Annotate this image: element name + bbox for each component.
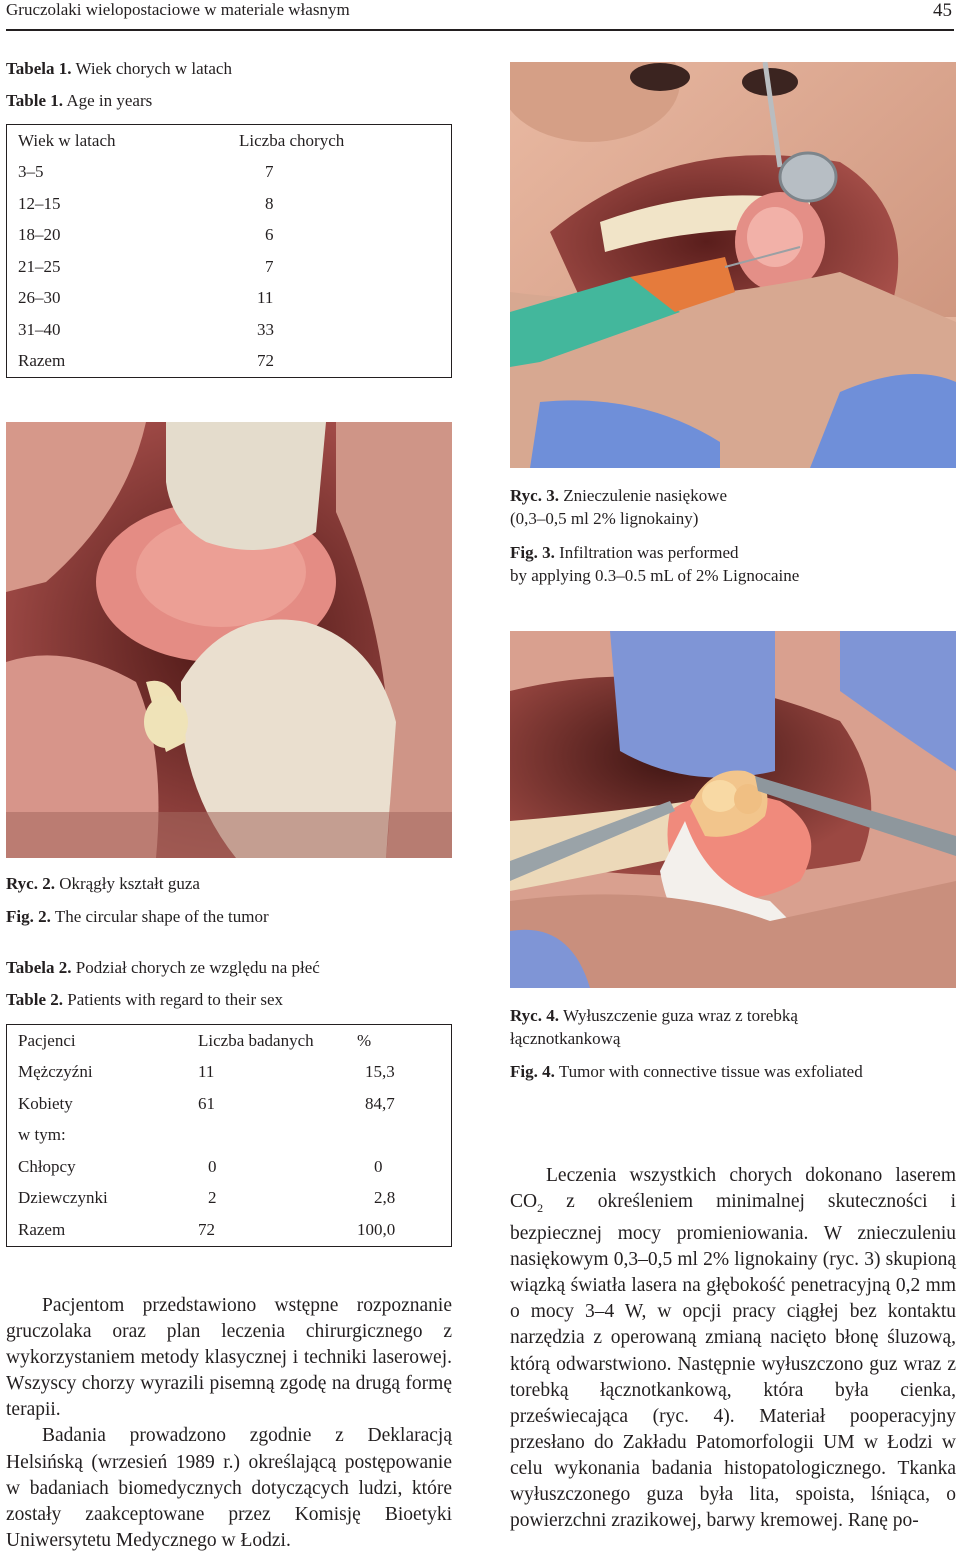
fig3-text-en-2: by applying 0.3–0.5 mL of 2% Lignocaine: [510, 566, 800, 585]
table-row: [7, 314, 452, 346]
table-row: [7, 1120, 452, 1152]
table-cell: 26–30: [18, 288, 61, 308]
page-number: 45: [933, 0, 952, 21]
table-cell: w tym:: [18, 1125, 66, 1145]
table2-title-en: Patients with regard to their sex: [67, 990, 284, 1009]
running-title: Gruczolaki wielopostaciowe w materiale własnym: [6, 0, 350, 19]
table1-label-en: Table 1.: [6, 91, 64, 110]
table1-title-pl: Wiek chorych w latach: [75, 59, 232, 78]
table-header-row: [7, 125, 452, 157]
table-cell: Razem: [18, 1219, 66, 1239]
table-cell: 2,8: [374, 1188, 396, 1208]
table-cell: Kobiety: [18, 1093, 73, 1113]
fig2-caption-en: [6, 901, 269, 933]
table-cell: 33: [257, 319, 274, 339]
table-cell: 31–40: [18, 319, 61, 339]
table2-caption-pl: [6, 952, 320, 984]
table-cell: [187, 1120, 346, 1152]
table-header-cell: Pacjenci: [18, 1030, 76, 1050]
table-cell: 0: [374, 1156, 383, 1176]
table-cell: 72: [198, 1219, 215, 1239]
table-row: [7, 251, 452, 283]
table-header-cell: Liczba chorych: [239, 130, 345, 150]
table-cell: 61: [198, 1093, 215, 1113]
table-cell: 15,3: [365, 1062, 395, 1082]
table2-caption-en: [6, 984, 283, 1016]
fig3-caption-en: [510, 541, 956, 564]
table-row: [7, 1183, 452, 1215]
table-cell: 100,0: [357, 1219, 396, 1239]
table-row: [7, 346, 452, 378]
fig4-caption-en: [510, 1060, 956, 1083]
fig4-text-pl-1: Wyłuszczenie guza wraz z torebką: [562, 1006, 798, 1025]
fig3-caption-pl: [510, 484, 956, 507]
table-row: [7, 283, 452, 315]
table1-caption-en: [6, 85, 152, 117]
paragraph: Pacjentom przedstawiono wstępne rozpoznanie gruczolaka oraz plan leczenia chirurgicznego z wykorzystaniem metody klasycznej i techniki laserowej. Wszyscy chorzy wyrazili pisemną zgodę na drugą formę terapii.: [6, 1295, 452, 1421]
table1-label-pl: Tabela 1.: [6, 59, 72, 78]
table-cell: 7: [265, 256, 274, 276]
fig2-text-en: The circular shape of the tumor: [54, 907, 269, 926]
fig4-text-pl-2: łącznotkankową: [510, 1029, 621, 1048]
table-cell: Razem: [18, 351, 66, 371]
fig2-photo: [6, 422, 452, 858]
body-text-right: [510, 1163, 956, 1534]
table-row: [7, 1057, 452, 1089]
table-cell: Chłopcy: [18, 1156, 76, 1176]
fig3-text-pl-2: (0,3–0,5 ml 2% lignokainy): [510, 509, 699, 528]
fig4-text-en: Tumor with connective tissue was exfoliated: [558, 1062, 863, 1081]
paragraph: [510, 1163, 956, 1534]
fig3-text-pl-1: Znieczulenie nasiękowe: [563, 486, 728, 505]
fig3-caption: [510, 484, 956, 587]
fig2-label-pl: Ryc. 2.: [6, 874, 55, 893]
table-cell: 12–15: [18, 193, 61, 213]
fig4-label-en: Fig. 4.: [510, 1062, 555, 1081]
fig4-caption-pl: [510, 1004, 956, 1027]
table1-title-en: Age in years: [66, 91, 153, 110]
table-cell: 2: [208, 1188, 217, 1208]
table2-label-en: Table 2.: [6, 990, 64, 1009]
table-row: [7, 220, 452, 252]
table2-label-pl: Tabela 2.: [6, 958, 72, 977]
table-row: [7, 1151, 452, 1183]
paragraph-text: Leczenia wszystkich chorych dokonano laserem CO: [510, 1165, 956, 1213]
table-cell: 21–25: [18, 256, 61, 276]
table-cell: 8: [265, 193, 274, 213]
fig4-label-pl: Ryc. 4.: [510, 1006, 559, 1025]
fig2-text-pl: Okrągły kształt guza: [59, 874, 200, 893]
subscript: 2: [537, 1200, 544, 1215]
table-header-cell: Liczba badanych: [198, 1030, 314, 1050]
fig4-photo: [510, 631, 956, 988]
table-cell: 3–5: [18, 162, 44, 182]
table-header-row: [7, 1025, 452, 1057]
table-row: [7, 1088, 452, 1120]
fig3-text-en-1: Infiltration was performed: [559, 543, 739, 562]
paragraph-text: z określeniem minimalnej skuteczności i bezpiecznej mocy promieniowania. W znieczuleniu nasiękowym 0,3–0,5 ml 2% lignokainy (ryc. 3) skupioną wiązką światła lasera na głębokość penetracyjną 0,2 mm o mocy 3–4 W, w opcji pracy ciągłej bez kontaktu narzędzia z operowaną zmianą nacięto błonę śluzową, którą odwarstwiono. Następnie wyłuszczono guz wraz z torebką łącznotkankową, która była cienka, przeświecająca (ryc. 4). Materiał pooperacyjny przesłano do Zakładu Patomorfologii UM w Łodzi w celu wykonania badania histopatologicznego. Tkanka wyłuszczonego guza była lita, spoista, lśniąca, o powierzchni zrazikowej, barwy kremowej. Ranę po-: [510, 1191, 956, 1532]
table-age: [6, 124, 452, 378]
table-cell: [346, 1120, 452, 1152]
fig2-label-en: Fig. 2.: [6, 907, 51, 926]
table-cell: Mężczyźni: [18, 1062, 93, 1082]
table-row: [7, 157, 452, 189]
fig3-label-en: Fig. 3.: [510, 543, 555, 562]
header-rule: [6, 29, 954, 31]
table2-title-pl: Podział chorych ze względu na płeć: [75, 958, 320, 977]
table-header-cell: Wiek w latach: [18, 130, 116, 150]
table-cell: 7: [265, 162, 274, 182]
table-cell: 84,7: [365, 1093, 395, 1113]
table-row: [7, 1214, 452, 1246]
fig3-label-pl: Ryc. 3.: [510, 486, 559, 505]
table-row: [7, 188, 452, 220]
table-sex: [6, 1024, 452, 1247]
table-cell: 6: [265, 225, 274, 245]
table-cell: 18–20: [18, 225, 61, 245]
table-cell: 11: [198, 1062, 215, 1082]
table-cell: Dziewczynki: [18, 1188, 108, 1208]
table-header-cell: %: [357, 1030, 372, 1050]
fig3-photo: [510, 62, 956, 468]
fig4-caption: [510, 1004, 956, 1083]
paragraph: Badania prowadzono zgodnie z Deklaracją Helsińską (wrzesień 1989 r.) określającą postępowanie w badaniach biomedycznych dotyczących ludzi, które zostały zaakceptowane przez Komisję Bioetyki Uniwersytetu Medycznego w Łodzi.: [6, 1425, 452, 1551]
table-cell: 0: [208, 1156, 217, 1176]
body-text-left: [6, 1293, 452, 1554]
table-cell: 11: [257, 288, 274, 308]
table1-caption-pl: [6, 53, 232, 85]
fig2-caption-pl: [6, 868, 200, 900]
table-cell: 72: [257, 351, 274, 371]
